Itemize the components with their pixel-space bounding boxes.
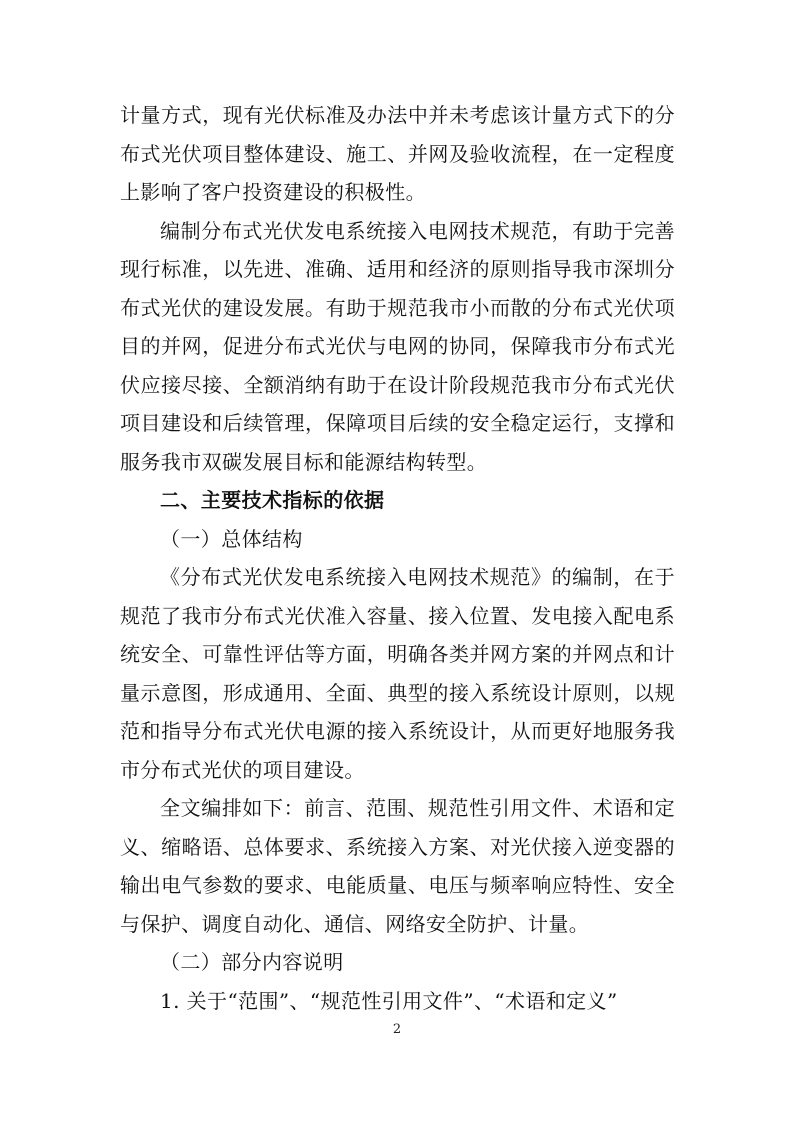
- body-paragraph-purpose: 编制分布式光伏发电系统接入电网技术规范，有助于完善现行标准，以先进、准确、适用和经济的原则指导我市深圳分布式光伏的建设发展。有助于规范我市小而散的分布式光伏项目的并网，促进分布式光伏与电网的协同，保障我市分布式光伏应接尽接、全额消纳有助于在设计阶段规范我市分布式光伏项目建设和后续管理，保障项目后续的安全稳定运行，支撑和服务我市双碳发展目标和能源结构转型。: [120, 218, 675, 474]
- body-paragraph-overall-structure: 《分布式光伏发电系统接入电网技术规范》的编制，在于规范了我市分布式光伏准入容量、接入位置、发电接入配电系统安全、可靠性评估等方面，明确各类并网方案的并网点和计量示意图，形成通用、全面、典型的接入系统设计原则，以规范和指导分布式光伏电源的接入系统设计，从而更好地服务我市分布式光伏的项目建设。: [120, 565, 675, 782]
- document-body: [120, 96, 675, 1020]
- subsection-heading-content-explanation: （二）部分内容说明: [160, 950, 344, 974]
- subsection-heading-overall-structure: （一）总体结构: [160, 526, 303, 551]
- item-heading-scope: 1. 关于“范围”、“规范性引用文件”、“术语和定义”: [160, 988, 618, 1013]
- body-paragraph-layout: 全文编排如下：前言、范围、规范性引用文件、术语和定义、缩略语、总体要求、系统接入方案、对光伏接入逆变器的输出电气参数的要求、电能质量、电压与频率响应特性、安全与保护、调度自动化、通信、网络安全防护、计量。: [120, 796, 675, 936]
- body-paragraph-continuation: 计量方式，现有光伏标准及办法中并未考虑该计量方式下的分布式光伏项目整体建设、施工、并网及验收流程，在一定程度上影响了客户投资建设的积极性。: [120, 103, 675, 204]
- section-heading: 二、主要技术指标的依据: [160, 488, 385, 512]
- page-number: 2: [392, 1022, 402, 1037]
